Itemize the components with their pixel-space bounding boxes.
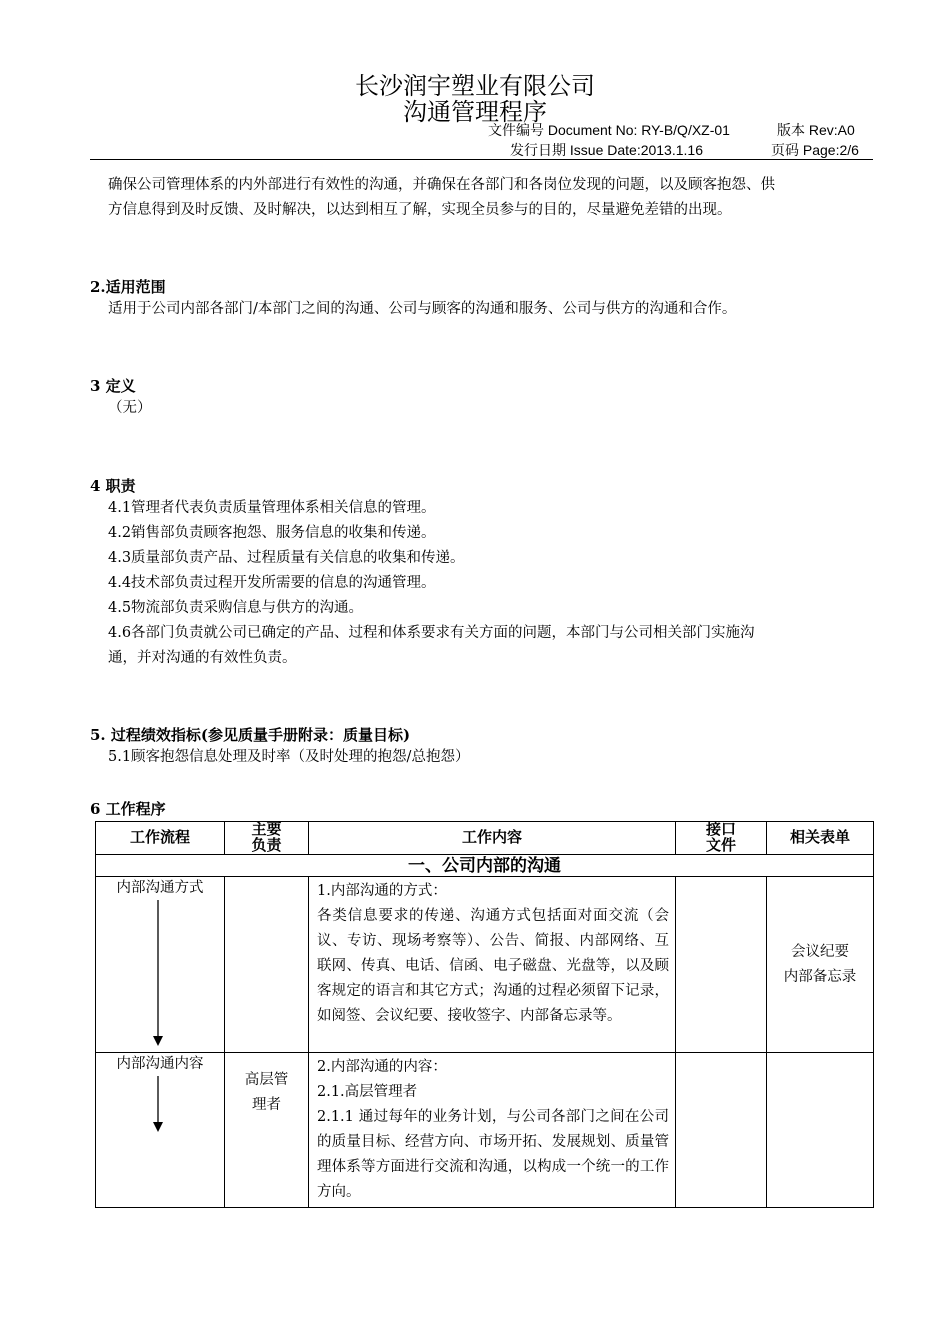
definition-heading: 3 定义 <box>90 377 136 395</box>
flow-cell <box>96 877 225 1053</box>
forms-cell <box>767 877 874 1053</box>
section-title: 一、公司内部的沟通 <box>96 855 874 877</box>
down-arrow-icon <box>96 898 223 1048</box>
form-item: 内部备忘录 <box>783 968 857 985</box>
company-name: 长沙润宇塑业有限公司 <box>355 72 595 100</box>
content-cell <box>309 1053 676 1208</box>
owner-cell <box>225 877 309 1053</box>
content-heading: 1.内部沟通的方式： <box>317 883 447 899</box>
procedure-table <box>95 821 874 1208</box>
document-number: 文件编号 Document No: RY-B/Q/XZ-01 <box>488 122 730 138</box>
duty-item: 通，并对沟通的有效性负责。 <box>108 650 297 666</box>
content-subheading: 2.1.高层管理者 <box>317 1084 418 1100</box>
issue-date: 发行日期 Issue Date:2013.1.16 <box>510 142 703 158</box>
content-body: 2.1.1 通过每年的业务计划，与公司各部门之间在公司的质量目标、经营方向、市场开拓、发展规划、质量管理体系等方面进行交流和沟通，以构成一个统一的工作方向。 <box>317 1109 669 1200</box>
interface-cell <box>676 1053 767 1208</box>
definition-text: （无） <box>108 400 152 416</box>
owner-label-l1: 高层管 <box>244 1072 289 1088</box>
flow-label: 内部沟通方式 <box>116 880 204 896</box>
duty-item: 4.6各部门负责就公司已确定的产品、过程和体系要求有关方面的问题，本部门与公司相关部门实施沟 <box>108 625 755 641</box>
interface-cell <box>676 877 767 1053</box>
duty-item: 4.2销售部负责顾客抱怨、服务信息的收集和传递。 <box>108 525 436 541</box>
scope-text: 适用于公司内部各部门/本部门之间的沟通、公司与顾客的沟通和服务、公司与供方的沟通和合作。 <box>108 301 737 317</box>
table-row <box>96 877 874 1053</box>
col-header-flow: 工作流程 <box>96 822 225 855</box>
col-header-content: 工作内容 <box>309 822 676 855</box>
procedure-heading: 6 工作程序 <box>90 800 166 818</box>
page-number: 页码 Page:2/6 <box>771 142 859 158</box>
table-header-row <box>96 822 874 855</box>
content-heading: 2.内部沟通的内容： <box>317 1059 447 1075</box>
col-header-owner-l2: 负责 <box>251 837 282 854</box>
content-cell <box>309 877 676 1053</box>
flow-label: 内部沟通内容 <box>116 1056 204 1072</box>
form-item: 会议纪要 <box>791 943 849 960</box>
duty-item: 4.4技术部负责过程开发所需要的信息的沟通管理。 <box>108 575 436 591</box>
document-title: 沟通管理程序 <box>403 98 547 126</box>
duties-heading: 4 职责 <box>90 477 136 495</box>
table-row <box>96 1053 874 1208</box>
owner-cell <box>225 1053 309 1208</box>
kpi-heading: 5. 过程绩效指标(参见质量手册附录：质量目标) <box>90 726 411 744</box>
forms-cell <box>767 1053 874 1208</box>
duty-item: 4.1管理者代表负责质量管理体系相关信息的管理。 <box>108 500 436 516</box>
col-header-interface-l2: 文件 <box>705 837 736 854</box>
header-rule <box>90 159 873 160</box>
kpi-text: 5.1顾客抱怨信息处理及时率（及时处理的抱怨/总抱怨） <box>108 749 470 765</box>
down-arrow-icon <box>96 1074 223 1134</box>
content-body: 各类信息要求的传递、沟通方式包括面对面交流（会议、专访、现场考察等）、公告、简报、内部网络、互联网、传真、电话、信函、电子磁盘、光盘等，以及顾客规定的语言和其它方式；沟通的过程必须留下记录，如阅签、会议纪要、接收签字、内部备忘录等。 <box>317 908 669 1024</box>
duty-item: 4.5物流部负责采购信息与供方的沟通。 <box>108 600 364 616</box>
col-header-owner <box>225 822 309 855</box>
col-header-interface <box>676 822 767 855</box>
scope-heading: 2.适用范围 <box>90 278 166 296</box>
purpose-line-2: 方信息得到及时反馈、及时解决，以达到相互了解，实现全员参与的目的，尽量避免差错的出现。 <box>108 202 732 218</box>
section-row <box>96 855 874 877</box>
owner-label-l2: 理者 <box>252 1097 281 1113</box>
col-header-forms: 相关表单 <box>767 822 874 855</box>
flow-cell <box>96 1053 225 1208</box>
col-header-interface-l1: 接口 <box>705 821 736 838</box>
purpose-line-1: 确保公司管理体系的内外部进行有效性的沟通，并确保在各部门和各岗位发现的问题，以及顾客抱怨、供 <box>108 177 775 193</box>
col-header-owner-l1: 主要 <box>251 821 282 838</box>
revision: 版本 Rev:A0 <box>777 122 855 138</box>
duty-item: 4.3质量部负责产品、过程质量有关信息的收集和传递。 <box>108 550 465 566</box>
